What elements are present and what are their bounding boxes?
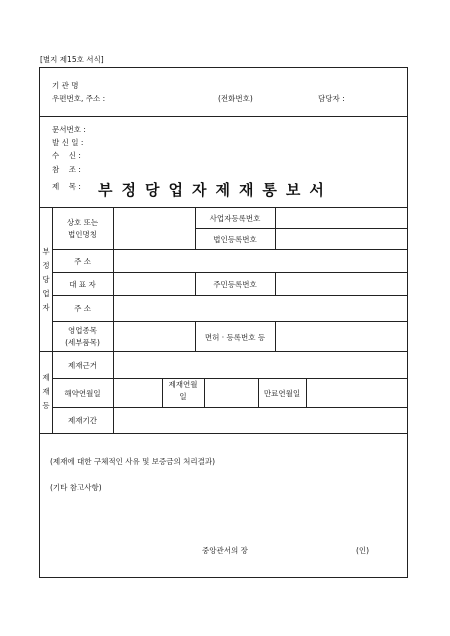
divider-header bbox=[39, 116, 408, 117]
sanction-date-label: 제재연월 일 bbox=[168, 380, 198, 401]
row-line-b bbox=[52, 249, 408, 250]
send-date-label: 발 신 일 : bbox=[52, 138, 84, 147]
subject-title: 부정당업자제재통보서 bbox=[98, 181, 333, 199]
sanction-col-line-2 bbox=[204, 378, 205, 407]
agency-name: 기 관 명 bbox=[52, 81, 79, 90]
resident-no-label: 주민등록번호 bbox=[213, 280, 257, 289]
corp-reg-no-label: 법인등록번호 bbox=[213, 235, 257, 244]
contact-label: 담당자 : bbox=[318, 94, 345, 103]
row-line-c bbox=[52, 272, 408, 273]
recipient-label: 수 신 : bbox=[52, 151, 81, 160]
phone-label: (전화번호) bbox=[218, 94, 253, 103]
sanction-basis-label: 제재근거 bbox=[68, 361, 97, 370]
address-label-2: 주 소 bbox=[74, 304, 91, 313]
sanction-section-label: 제 재 등 bbox=[42, 373, 50, 410]
label-col-line bbox=[113, 207, 114, 433]
authority-label: 중앙관서의 장 bbox=[202, 546, 248, 555]
seal-label: (인) bbox=[356, 546, 370, 555]
row-line-e bbox=[52, 321, 408, 322]
license-no-label: 면허 · 등록번호 등 bbox=[204, 333, 266, 342]
address-line: 우편번호, 주소 : bbox=[52, 94, 106, 103]
detail-note: (제재에 대한 구체적인 사유 및 보증금의 처리결과) bbox=[50, 457, 216, 466]
row-line-a bbox=[195, 228, 408, 229]
contract-date-label: 해약연월일 bbox=[64, 389, 101, 398]
business-section-label: 부 정 당 업 자 bbox=[42, 247, 50, 312]
sanction-col-line-4 bbox=[306, 378, 307, 407]
reference-label: 참 조 : bbox=[52, 165, 81, 174]
sanction-period-label: 제재기간 bbox=[68, 416, 97, 425]
end-date-label: 만료연월일 bbox=[263, 389, 301, 398]
sanction-row-line-3 bbox=[39, 433, 408, 434]
row-line-d bbox=[52, 295, 408, 296]
sanction-row-line-1 bbox=[52, 378, 408, 379]
biz-reg-no-label: 사업자등록번호 bbox=[209, 214, 261, 223]
form-frame bbox=[39, 67, 408, 578]
divider-info bbox=[39, 207, 408, 208]
company-name-label: 상호 또는 법인명칭 bbox=[66, 218, 99, 239]
mid-col-line-6 bbox=[275, 321, 276, 351]
other-note: (기타 참고사항) bbox=[50, 483, 102, 492]
sanction-row-line-2 bbox=[52, 407, 408, 408]
form-label: [별지 제15호 서식] bbox=[40, 55, 104, 64]
mid-col-line-5 bbox=[275, 272, 276, 295]
address-label-1: 주 소 bbox=[74, 257, 91, 266]
row-line-f bbox=[39, 351, 408, 352]
business-type-label: 영업종목 (세부품목) bbox=[65, 326, 100, 347]
representative-label: 대 표 자 bbox=[69, 280, 96, 289]
subject-label: 제 목 : bbox=[52, 182, 81, 191]
doc-number-label: 문서번호 : bbox=[52, 125, 86, 134]
